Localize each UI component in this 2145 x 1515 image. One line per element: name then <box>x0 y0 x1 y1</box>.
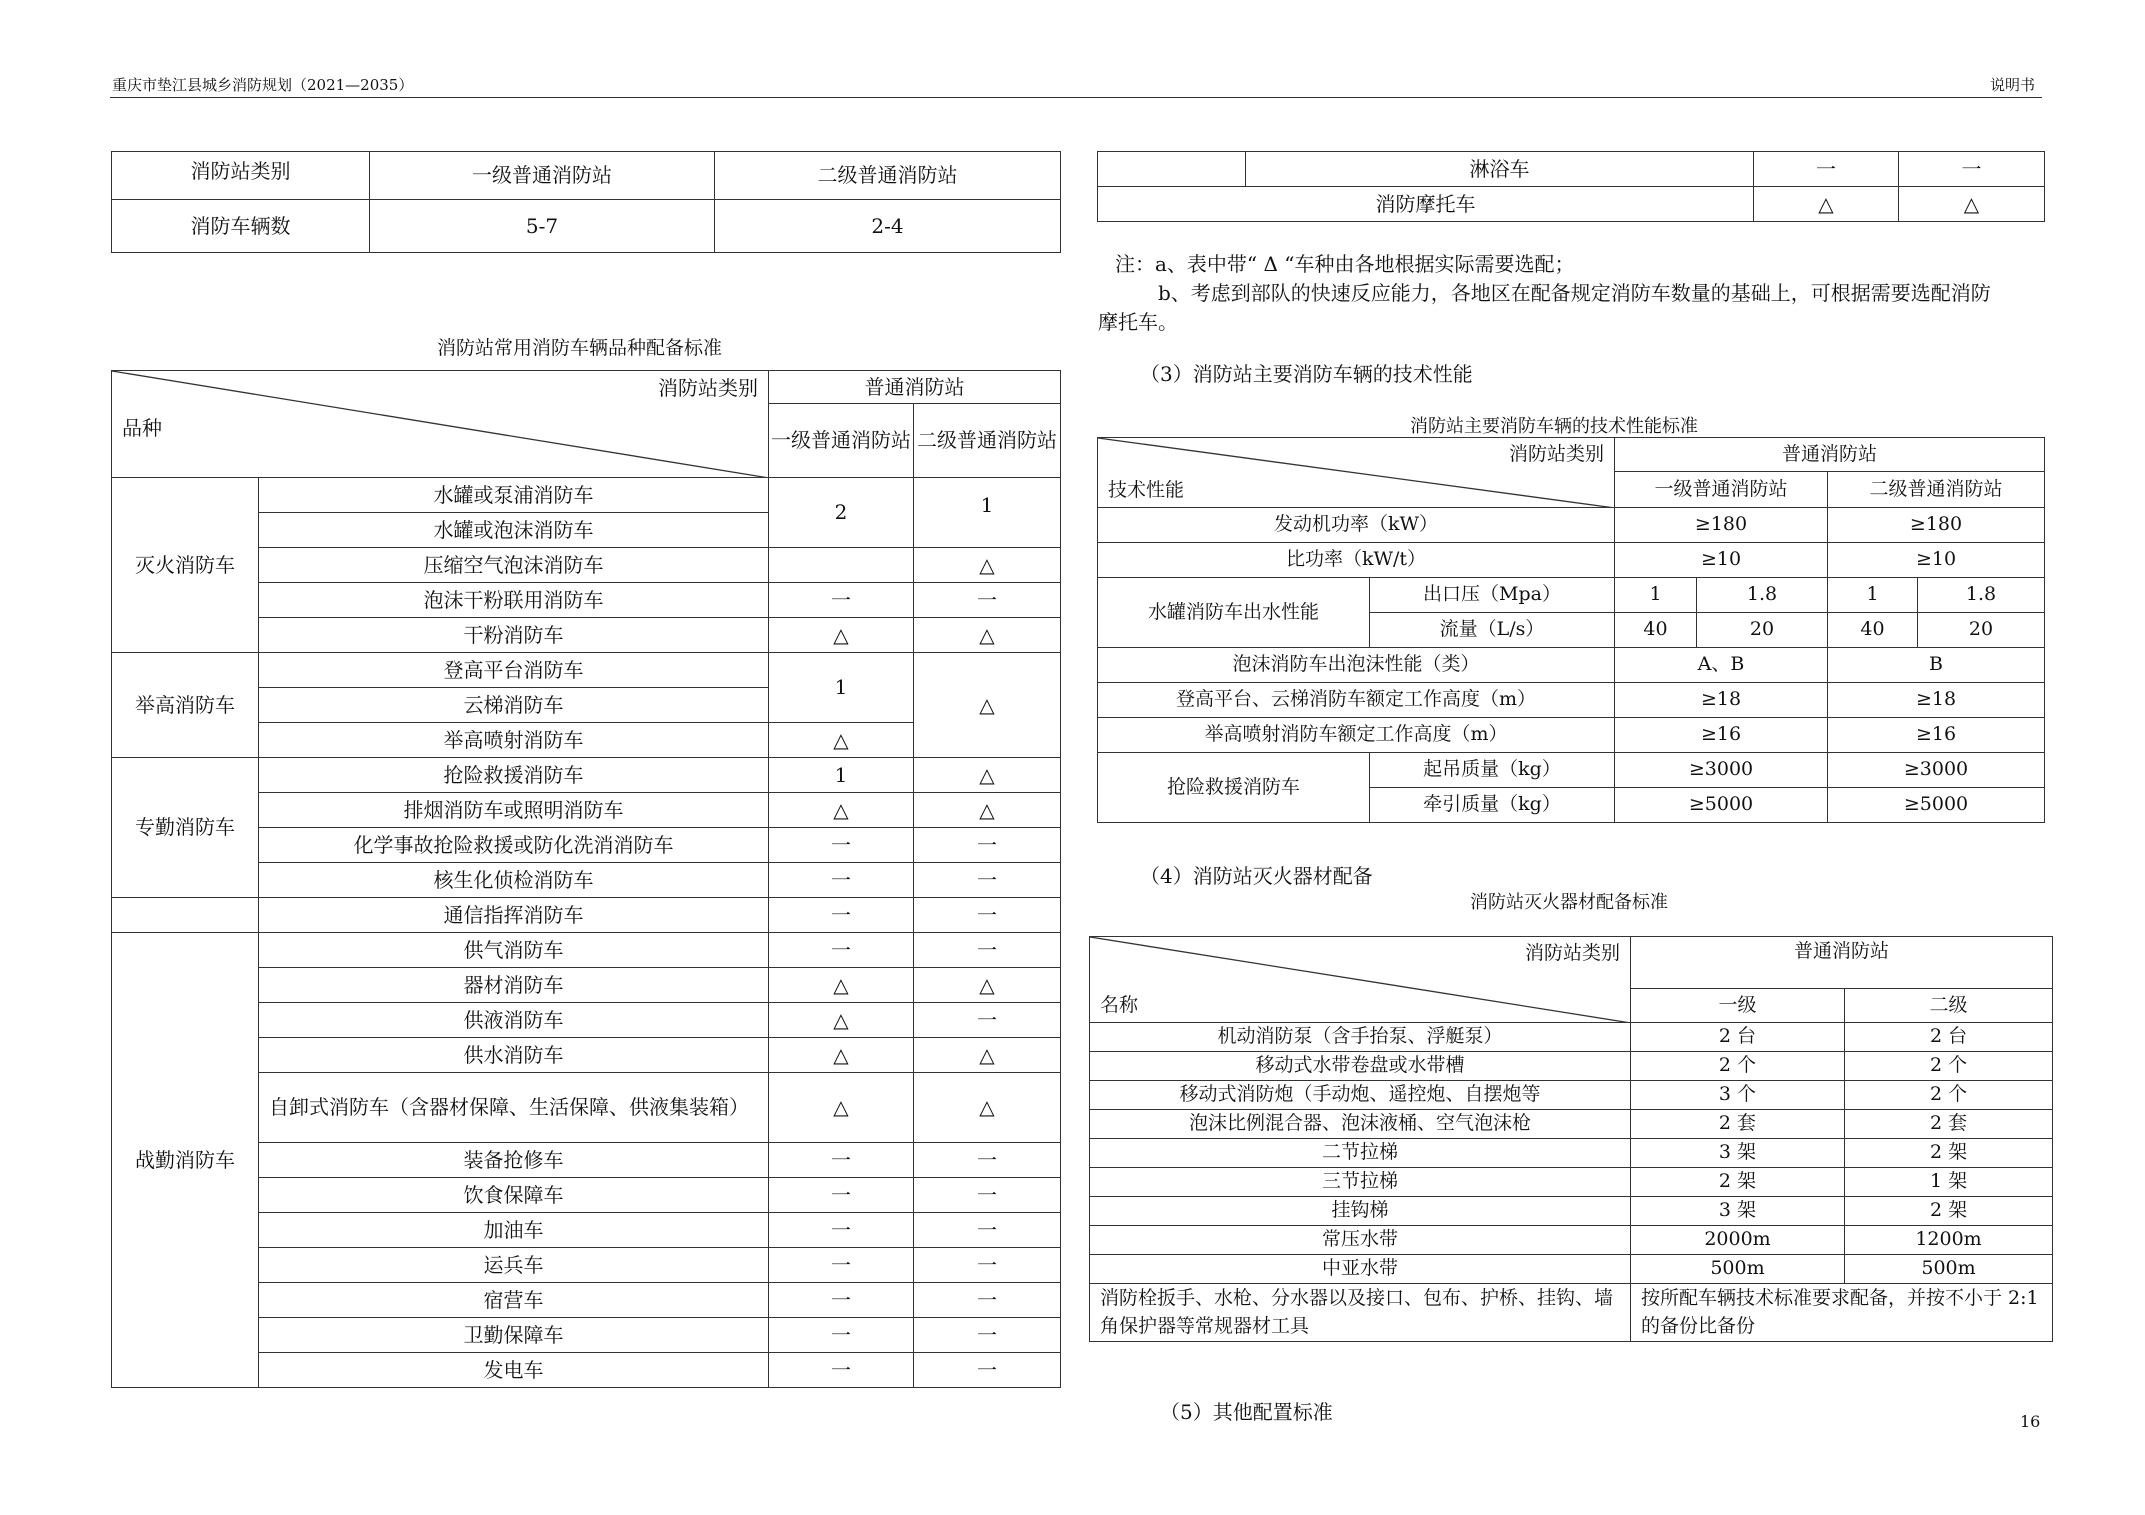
vehicle-value: 一 <box>914 898 1061 933</box>
vehicle-value: 一 <box>769 1178 914 1213</box>
vehicle-name: 化学事故抢险救援或防化洗消消防车 <box>259 828 769 863</box>
vehicle-value: 1 <box>769 653 914 723</box>
section-3-heading: （3）消防站主要消防车辆的技术性能 <box>1140 362 1473 386</box>
tech-value: ≥180 <box>1615 508 1828 543</box>
tech-performance-caption: 消防站主要消防车辆的技术性能标准 <box>1410 416 1698 437</box>
equipment-value: 500m <box>1845 1255 2053 1284</box>
vehicle-value: △ <box>914 1073 1061 1143</box>
tech-value: ≥5000 <box>1615 788 1828 823</box>
tech-item: 举高喷射消防车额定工作高度（m） <box>1098 718 1615 753</box>
vehicle-value: 一 <box>914 583 1061 618</box>
header-level-1: 一级普通消防站 <box>1615 472 1828 508</box>
equipment-value: 2 架 <box>1845 1197 2053 1226</box>
vehicle-name: 排烟消防车或照明消防车 <box>259 793 769 828</box>
document-header-right: 说明书 <box>1989 76 2035 94</box>
vehicle-value: 1 <box>769 758 914 793</box>
equipment-value: 1 架 <box>1845 1168 2053 1197</box>
vehicle-value: 一 <box>914 1213 1061 1248</box>
tech-value: 1.8 <box>1918 578 2045 613</box>
vehicle-value: 一 <box>914 1248 1061 1283</box>
document-header-title: 重庆市垫江县城乡消防规划（2021—2035） <box>112 76 414 94</box>
header-station-category: 消防站类别 <box>658 376 758 400</box>
vehicle-name: 通信指挥消防车 <box>259 898 769 933</box>
vehicle-name: 压缩空气泡沫消防车 <box>259 548 769 583</box>
vehicle-value: 一 <box>769 583 914 618</box>
vehicle-types-table-continued <box>1097 151 2045 222</box>
tech-item: 抢险救援消防车 <box>1098 753 1370 823</box>
vehicle-value: 2 <box>769 478 914 548</box>
tech-value: ≥3000 <box>1828 753 2045 788</box>
tech-value: ≥180 <box>1828 508 2045 543</box>
header-level-1: 一级普通消防站 <box>769 404 914 478</box>
vehicle-value: △ <box>769 968 914 1003</box>
tech-subitem: 起吊质量（kg） <box>1370 753 1615 788</box>
vehicle-types-table <box>111 370 1061 1388</box>
tech-value: A、B <box>1615 648 1828 683</box>
tech-value: B <box>1828 648 2045 683</box>
vehicle-value: 一 <box>914 1178 1061 1213</box>
vehicle-value: △ <box>914 618 1061 653</box>
page-number: 16 <box>2020 1412 2041 1431</box>
equipment-name: 泡沫比例混合器、泡沫液桶、空气泡沫枪 <box>1090 1110 1631 1139</box>
tech-item: 登高平台、云梯消防车额定工作高度（m） <box>1098 683 1615 718</box>
vehicle-name: 装备抢修车 <box>259 1143 769 1178</box>
tech-item: 水罐消防车出水性能 <box>1098 578 1370 648</box>
vehicle-name: 运兵车 <box>259 1248 769 1283</box>
equipment-name: 机动消防泵（含手抬泵、浮艇泵） <box>1090 1023 1631 1052</box>
header-ordinary-station: 普通消防站 <box>1615 438 2045 472</box>
equipment-value: 2 台 <box>1631 1023 1845 1052</box>
vehicle-value: 一 <box>914 828 1061 863</box>
header-station-category: 消防站类别 <box>1508 443 1604 465</box>
vehicle-value: 一 <box>769 1318 914 1353</box>
equipment-name: 中亚水带 <box>1090 1255 1631 1284</box>
vehicle-value: △ <box>914 1038 1061 1073</box>
equipment-name: 消防栓扳手、水枪、分水器以及接口、包布、护桥、挂钩、墙角保护器等常规器材工具 <box>1090 1284 1631 1342</box>
vehicle-name: 供气消防车 <box>259 933 769 968</box>
header-station-category: 消防站类别 <box>1524 942 1620 964</box>
tech-value: ≥10 <box>1615 543 1828 578</box>
equipment-value: 2000m <box>1631 1226 1845 1255</box>
vehicle-name: 消防摩托车 <box>1098 187 1754 222</box>
equipment-value: 2 套 <box>1845 1110 2053 1139</box>
section-4-heading: （4）消防站灭火器材配备 <box>1140 864 1373 888</box>
table-cell: 一级普通消防站 <box>370 152 715 200</box>
vehicle-value: 一 <box>769 933 914 968</box>
vehicle-name: 加油车 <box>259 1213 769 1248</box>
table-cell: 二级普通消防站 <box>715 152 1061 200</box>
vehicle-name: 抢险救援消防车 <box>259 758 769 793</box>
vehicle-value: △ <box>769 723 914 758</box>
equipment-name: 移动式消防炮（手动炮、遥控炮、自摆炮等 <box>1090 1081 1631 1110</box>
vehicle-value: 一 <box>769 828 914 863</box>
equipment-value: 3 架 <box>1631 1197 1845 1226</box>
tech-subitem: 出口压（Mpa） <box>1370 578 1615 613</box>
tech-subitem: 牵引质量（kg） <box>1370 788 1615 823</box>
vehicle-value: △ <box>914 793 1061 828</box>
vehicle-value: 一 <box>914 1143 1061 1178</box>
tech-value: ≥3000 <box>1615 753 1828 788</box>
equipment-value: 2 个 <box>1845 1081 2053 1110</box>
table-diagonal-header <box>112 371 769 478</box>
header-level-2: 二级普通消防站 <box>1828 472 2045 508</box>
tech-value: ≥10 <box>1828 543 2045 578</box>
vehicle-value: 一 <box>914 1003 1061 1038</box>
vehicle-name: 卫勤保障车 <box>259 1318 769 1353</box>
vehicle-value: 一 <box>914 1353 1061 1388</box>
equipment-table <box>1089 936 2053 1342</box>
vehicle-value: △ <box>914 548 1061 583</box>
vehicle-value: △ <box>769 1073 914 1143</box>
equipment-value: 2 套 <box>1631 1110 1845 1139</box>
vehicle-value: 一 <box>769 898 914 933</box>
table-cell: 消防站类别 <box>112 152 370 200</box>
equipment-caption: 消防站灭火器材配备标准 <box>1470 892 1668 913</box>
vehicle-value: △ <box>769 618 914 653</box>
group-special-service: 专勤消防车 <box>112 758 259 898</box>
note-b-line1: b、考虑到部队的快速反应能力，各地区在配备规定消防车数量的基础上，可根据需要选配消防 <box>1158 281 1991 305</box>
table-cell: 消防车辆数 <box>112 200 370 253</box>
vehicle-value: △ <box>769 1003 914 1038</box>
tech-value: ≥18 <box>1615 683 1828 718</box>
vehicle-value: △ <box>914 653 1061 758</box>
table-cell: 5-7 <box>370 200 715 253</box>
note-a: 注：a、表中带“ Δ “车种由各地根据实际需要选配； <box>1115 252 1575 276</box>
equipment-value: 2 架 <box>1845 1139 2053 1168</box>
tech-value: 1 <box>1615 578 1697 613</box>
tech-value: 1 <box>1828 578 1918 613</box>
vehicle-value: 一 <box>914 933 1061 968</box>
equipment-value: 2 架 <box>1631 1168 1845 1197</box>
vehicle-name: 自卸式消防车（含器材保障、生活保障、供液集装箱） <box>259 1073 769 1143</box>
tech-item: 比功率（kW/t） <box>1098 543 1615 578</box>
tech-item: 发动机功率（kW） <box>1098 508 1615 543</box>
header-tech-performance: 技术性能 <box>1108 478 1185 501</box>
vehicle-name: 饮食保障车 <box>259 1178 769 1213</box>
vehicle-value: 一 <box>914 1318 1061 1353</box>
header-ordinary-station: 普通消防站 <box>1631 937 2053 989</box>
equipment-value: 3 架 <box>1631 1139 1845 1168</box>
vehicle-name: 云梯消防车 <box>259 688 769 723</box>
equipment-value: 2 个 <box>1845 1052 2053 1081</box>
note-b-line2: 摩托车。 <box>1098 310 1178 334</box>
section-5-heading: （5）其他配置标准 <box>1160 1400 1333 1424</box>
tech-value: 20 <box>1697 613 1828 648</box>
vehicle-value: △ <box>914 968 1061 1003</box>
vehicle-value: △ <box>1899 187 2045 222</box>
vehicle-value: 一 <box>769 863 914 898</box>
equipment-value: 按所配车辆技术标准要求配备，并按不小于 2:1 的备份比备份 <box>1631 1284 2053 1342</box>
tech-value: 1.8 <box>1697 578 1828 613</box>
header-level-1: 一级 <box>1631 989 1845 1023</box>
vehicle-value: 一 <box>769 1213 914 1248</box>
vehicle-name: 水罐或泡沫消防车 <box>259 513 769 548</box>
header-kind: 品种 <box>122 415 162 440</box>
tech-value: 20 <box>1918 613 2045 648</box>
vehicle-value: 一 <box>769 1143 914 1178</box>
table-diagonal-header <box>1090 937 1631 1023</box>
vehicle-name: 泡沫干粉联用消防车 <box>259 583 769 618</box>
vehicle-value: 一 <box>769 1283 914 1318</box>
vehicle-value: △ <box>1754 187 1899 222</box>
tech-value: 40 <box>1828 613 1918 648</box>
vehicle-name: 水罐或泵浦消防车 <box>259 478 769 513</box>
vehicle-value: △ <box>769 793 914 828</box>
group-empty <box>112 898 259 933</box>
vehicle-name: 淋浴车 <box>1246 152 1754 187</box>
vehicle-name: 核生化侦检消防车 <box>259 863 769 898</box>
tech-item: 泡沫消防车出泡沫性能（类） <box>1098 648 1615 683</box>
equipment-name: 移动式水带卷盘或水带槽 <box>1090 1052 1631 1081</box>
tech-subitem: 流量（L/s） <box>1370 613 1615 648</box>
vehicle-name: 供水消防车 <box>259 1038 769 1073</box>
tech-value: ≥16 <box>1828 718 2045 753</box>
vehicle-value: 一 <box>1754 152 1899 187</box>
equipment-value: 3 个 <box>1631 1081 1845 1110</box>
group-logistics: 战勤消防车 <box>112 933 259 1388</box>
header-level-2: 二级普通消防站 <box>914 404 1061 478</box>
vehicle-name: 举高喷射消防车 <box>259 723 769 758</box>
vehicle-value: 一 <box>914 1283 1061 1318</box>
group-firefighting: 灭火消防车 <box>112 478 259 653</box>
equipment-name: 常压水带 <box>1090 1226 1631 1255</box>
vehicle-value: 一 <box>769 1353 914 1388</box>
header-ordinary-station: 普通消防站 <box>769 371 1061 404</box>
tech-value: ≥16 <box>1615 718 1828 753</box>
vehicle-name: 器材消防车 <box>259 968 769 1003</box>
table-diagonal-header <box>1098 438 1615 508</box>
equipment-name: 二节拉梯 <box>1090 1139 1631 1168</box>
header-level-2: 二级 <box>1845 989 2053 1023</box>
tech-performance-table <box>1097 437 2045 823</box>
equipment-value: 500m <box>1631 1255 1845 1284</box>
tech-value: 40 <box>1615 613 1697 648</box>
header-name: 名称 <box>1100 993 1139 1016</box>
equipment-value: 1200m <box>1845 1226 2053 1255</box>
vehicle-value: △ <box>769 1038 914 1073</box>
vehicle-types-caption: 消防站常用消防车辆品种配备标准 <box>437 337 723 359</box>
equipment-name: 挂钩梯 <box>1090 1197 1631 1226</box>
vehicle-value: 一 <box>769 1248 914 1283</box>
vehicle-name: 干粉消防车 <box>259 618 769 653</box>
vehicle-name: 宿营车 <box>259 1283 769 1318</box>
group-aerial: 举高消防车 <box>112 653 259 758</box>
vehicle-value <box>769 548 914 583</box>
table-cell: 2-4 <box>715 200 1061 253</box>
vehicle-name: 登高平台消防车 <box>259 653 769 688</box>
vehicle-name: 发电车 <box>259 1353 769 1388</box>
equipment-value: 2 台 <box>1845 1023 2053 1052</box>
vehicle-value: 一 <box>914 863 1061 898</box>
vehicle-name: 供液消防车 <box>259 1003 769 1038</box>
equipment-value: 2 个 <box>1631 1052 1845 1081</box>
vehicle-value: 一 <box>1899 152 2045 187</box>
vehicle-value: △ <box>914 758 1061 793</box>
header-rule <box>110 97 2042 98</box>
tech-value: ≥5000 <box>1828 788 2045 823</box>
tech-value: ≥18 <box>1828 683 2045 718</box>
group-empty <box>1098 152 1246 187</box>
equipment-name: 三节拉梯 <box>1090 1168 1631 1197</box>
station-vehicle-count-table <box>111 151 1061 253</box>
vehicle-value: 1 <box>914 478 1061 548</box>
